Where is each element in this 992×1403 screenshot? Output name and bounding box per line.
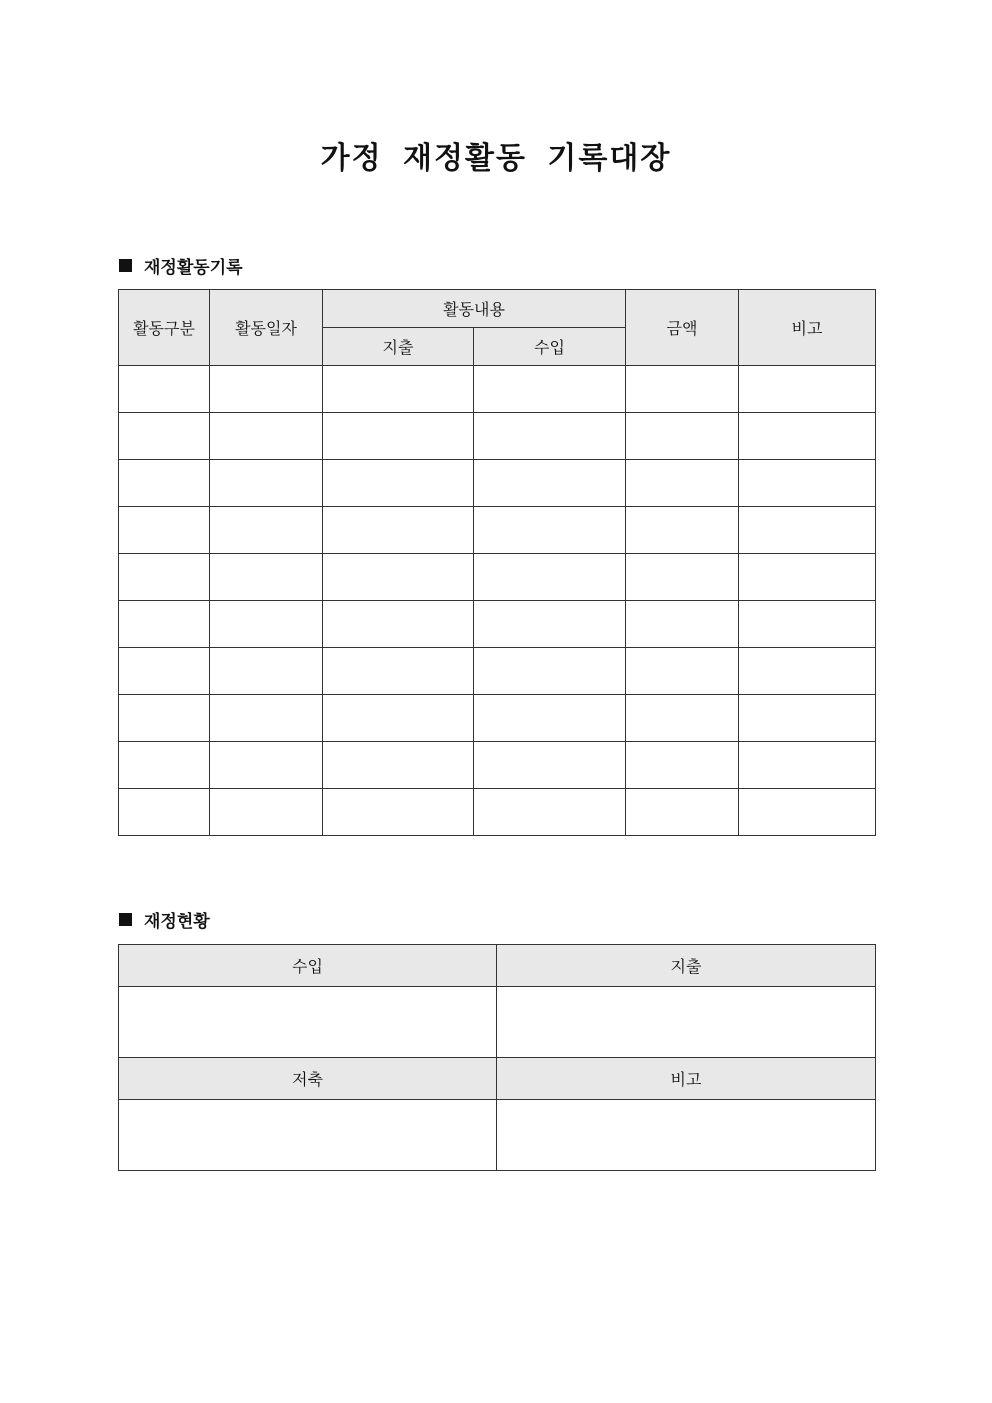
header-activity-content: 활동내용	[323, 290, 626, 328]
income-cell[interactable]	[474, 742, 626, 789]
category-cell[interactable]	[119, 554, 210, 601]
expense-cell[interactable]	[323, 742, 474, 789]
table-row	[119, 695, 876, 742]
date-cell[interactable]	[210, 554, 323, 601]
expense-cell[interactable]	[323, 460, 474, 507]
note-cell[interactable]	[739, 695, 876, 742]
section-heading-label: 재정활동기록	[144, 258, 243, 278]
category-cell[interactable]	[119, 789, 210, 836]
amount-cell[interactable]	[626, 366, 739, 413]
income-cell[interactable]	[474, 413, 626, 460]
section-heading-activity-record	[119, 253, 243, 278]
header-savings: 저축	[119, 1058, 497, 1100]
table-row	[119, 601, 876, 648]
note-cell[interactable]	[739, 507, 876, 554]
date-cell[interactable]	[210, 366, 323, 413]
note-cell[interactable]	[739, 366, 876, 413]
income-cell[interactable]	[474, 648, 626, 695]
header-activity-category: 활동구분	[119, 290, 210, 366]
amount-cell[interactable]	[626, 648, 739, 695]
expense-cell[interactable]	[323, 507, 474, 554]
page-title: 가정 재정활동 기록대장	[320, 141, 672, 176]
amount-cell[interactable]	[626, 789, 739, 836]
note-cell[interactable]	[739, 742, 876, 789]
amount-cell[interactable]	[626, 601, 739, 648]
date-cell[interactable]	[210, 789, 323, 836]
category-cell[interactable]	[119, 742, 210, 789]
income-cell[interactable]	[474, 789, 626, 836]
note-cell[interactable]	[739, 601, 876, 648]
expense-cell[interactable]	[323, 695, 474, 742]
header-income: 수입	[119, 945, 497, 987]
table-row	[119, 554, 876, 601]
date-cell[interactable]	[210, 507, 323, 554]
category-cell[interactable]	[119, 366, 210, 413]
note-cell[interactable]	[739, 789, 876, 836]
expense-cell[interactable]	[323, 648, 474, 695]
income-cell[interactable]	[474, 695, 626, 742]
amount-cell[interactable]	[626, 742, 739, 789]
section-heading-financial-status	[119, 907, 210, 932]
income-cell[interactable]	[474, 507, 626, 554]
table-row	[119, 789, 876, 836]
square-bullet-icon	[119, 913, 132, 926]
note-cell[interactable]	[739, 460, 876, 507]
header-note: 비고	[739, 290, 876, 366]
date-cell[interactable]	[210, 601, 323, 648]
date-cell[interactable]	[210, 460, 323, 507]
category-cell[interactable]	[119, 460, 210, 507]
income-cell[interactable]	[474, 601, 626, 648]
amount-cell[interactable]	[626, 695, 739, 742]
table-row	[119, 507, 876, 554]
note-cell[interactable]	[739, 413, 876, 460]
date-cell[interactable]	[210, 648, 323, 695]
amount-cell[interactable]	[626, 413, 739, 460]
amount-cell[interactable]	[626, 460, 739, 507]
header-expense: 지출	[497, 945, 876, 987]
amount-cell[interactable]	[626, 554, 739, 601]
category-cell[interactable]	[119, 601, 210, 648]
category-cell[interactable]	[119, 413, 210, 460]
expense-cell[interactable]	[323, 413, 474, 460]
expense-cell[interactable]	[323, 366, 474, 413]
expense-value-cell[interactable]	[497, 987, 876, 1058]
header-expense: 지출	[323, 328, 474, 366]
header-amount: 금액	[626, 290, 739, 366]
header-note: 비고	[497, 1058, 876, 1100]
table-row	[119, 648, 876, 695]
expense-cell[interactable]	[323, 789, 474, 836]
income-value-cell[interactable]	[119, 987, 497, 1058]
income-cell[interactable]	[474, 460, 626, 507]
category-cell[interactable]	[119, 507, 210, 554]
income-cell[interactable]	[474, 366, 626, 413]
date-cell[interactable]	[210, 413, 323, 460]
savings-value-cell[interactable]	[119, 1100, 497, 1171]
header-income: 수입	[474, 328, 626, 366]
table-row	[119, 460, 876, 507]
table-row	[119, 413, 876, 460]
category-cell[interactable]	[119, 648, 210, 695]
financial-status-table	[118, 944, 876, 1171]
section-heading-label: 재정현황	[144, 912, 210, 932]
table-row	[119, 742, 876, 789]
expense-cell[interactable]	[323, 601, 474, 648]
date-cell[interactable]	[210, 742, 323, 789]
category-cell[interactable]	[119, 695, 210, 742]
activity-record-table	[118, 289, 876, 836]
amount-cell[interactable]	[626, 507, 739, 554]
date-cell[interactable]	[210, 695, 323, 742]
income-cell[interactable]	[474, 554, 626, 601]
note-value-cell[interactable]	[497, 1100, 876, 1171]
square-bullet-icon	[119, 259, 132, 272]
expense-cell[interactable]	[323, 554, 474, 601]
header-activity-date: 활동일자	[210, 290, 323, 366]
note-cell[interactable]	[739, 648, 876, 695]
table-row	[119, 366, 876, 413]
note-cell[interactable]	[739, 554, 876, 601]
